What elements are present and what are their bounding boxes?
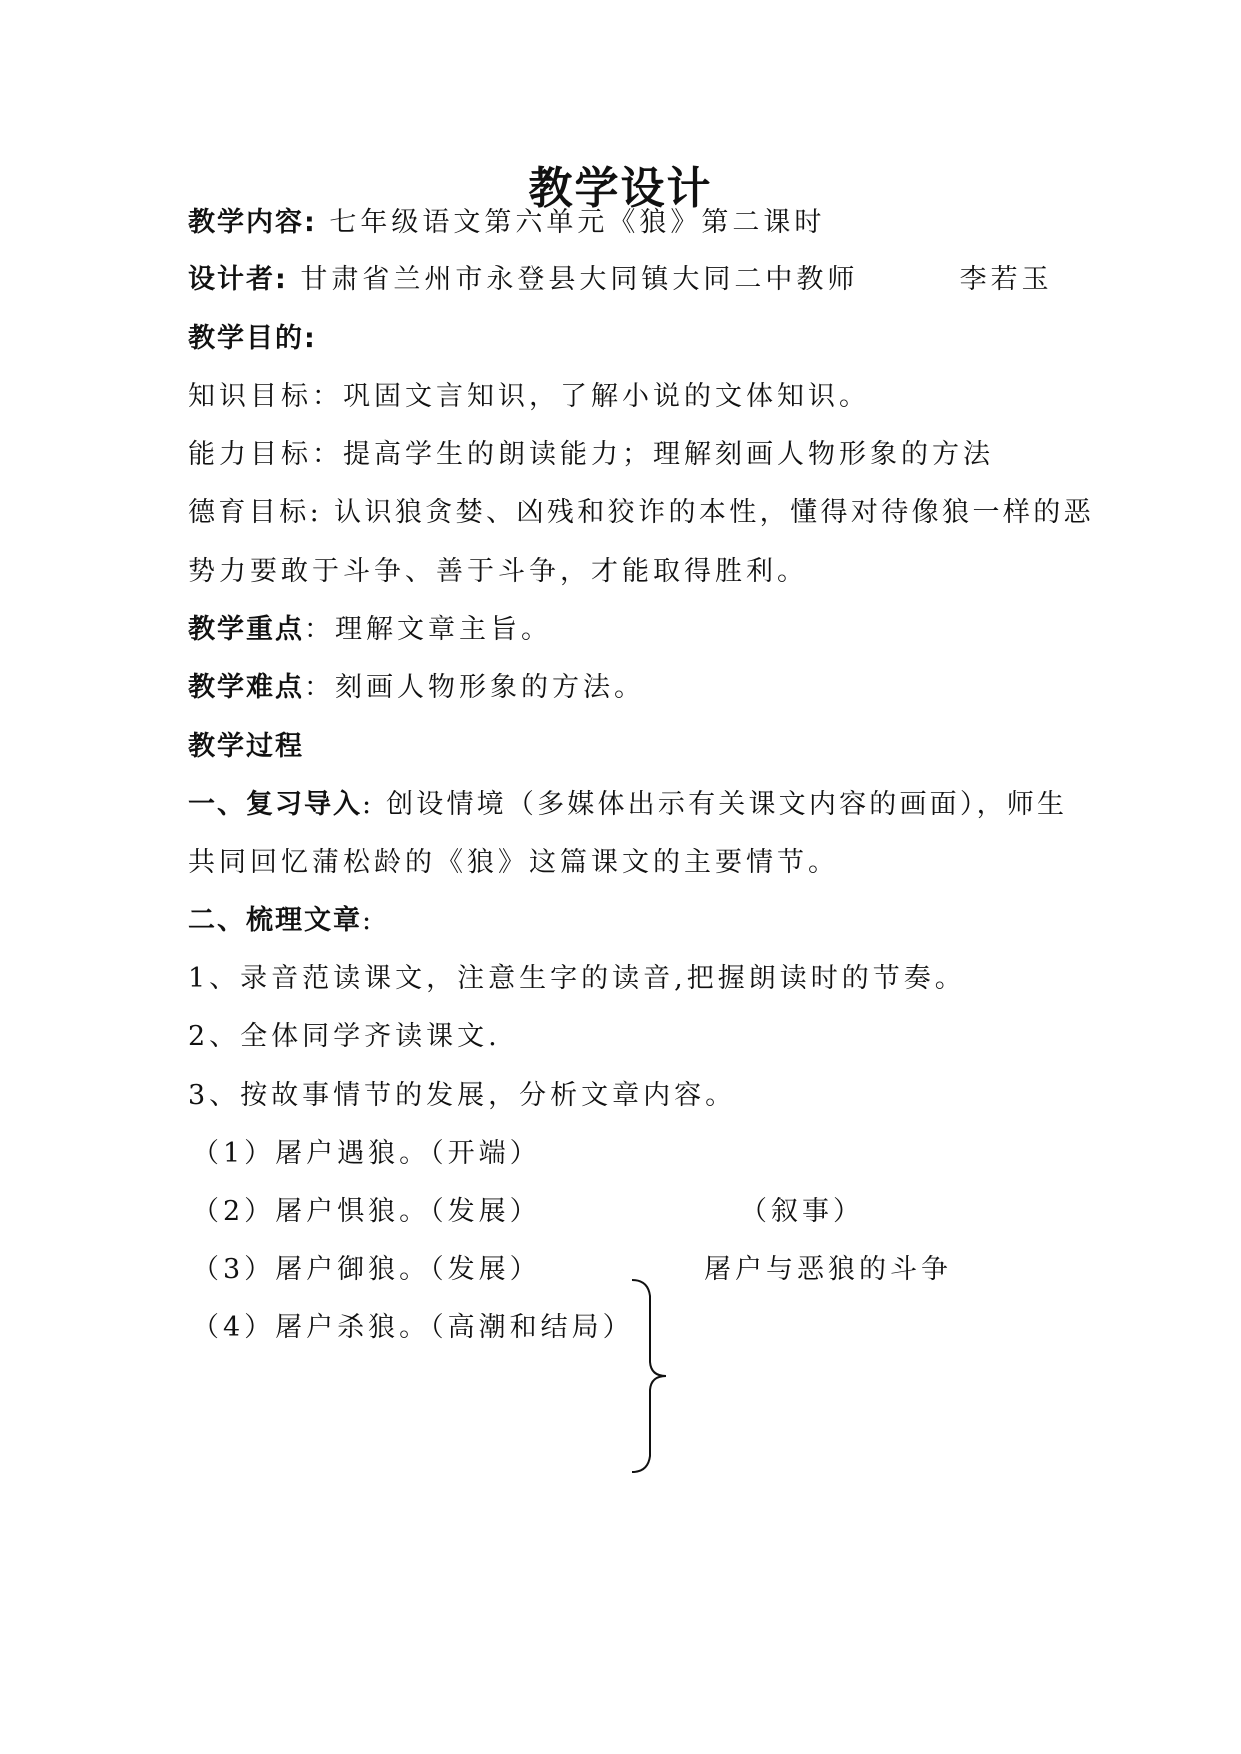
page-title: 教学设计 xyxy=(528,163,713,214)
goal-knowledge: 知识目标：巩固文言知识，了解小说的文体知识。 xyxy=(188,381,870,412)
plot-item-2: （2）屠户惧狼。（发展） xyxy=(192,1196,541,1227)
teaching-content-value: 七年级语文第六单元《狼》第二课时 xyxy=(329,207,826,238)
step-item-3: 3、按故事情节的发展，分析文章内容。 xyxy=(188,1080,737,1111)
goal-moral-line1: 德育目标: 认识狼贪婪、凶残和狡诈的本性，懂得对待像狼一样的恶 xyxy=(188,497,1095,528)
step1-line1 xyxy=(188,788,1067,822)
key-point-label: 教学重点 xyxy=(188,614,304,645)
step-item-1: 1、录音范读课文，注意生字的读音,把握朗读时的节奏。 xyxy=(188,963,966,994)
goal-ability: 能力目标：提高学生的朗读能力；理解刻画人物形象的方法 xyxy=(188,439,994,470)
step2-line xyxy=(188,904,375,938)
step1-text: : 创设情境（多媒体出示有关课文内容的画面），师生 xyxy=(362,789,1068,820)
teaching-content-label: 教学内容: xyxy=(188,207,317,238)
designer-label: 设计者: xyxy=(188,264,288,295)
designer-name: 李若玉 xyxy=(959,264,1053,295)
right-brace-icon xyxy=(630,1276,678,1476)
plot-summary: 屠户与恶狼的斗争 xyxy=(704,1254,952,1285)
step1-label: 一、复习导入 xyxy=(188,789,362,820)
step1-line2: 共同回忆蒲松龄的《狼》这篇课文的主要情节。 xyxy=(188,847,839,878)
difficulty-value: ：刻画人物形象的方法。 xyxy=(304,672,645,703)
step2-label: 二、梳理文章 xyxy=(188,905,362,936)
plot-item-4: （4）屠户杀狼。（高潮和结局） xyxy=(192,1312,634,1343)
plot-item-3: （3）屠户御狼。（发展） xyxy=(192,1254,541,1285)
teaching-content-line xyxy=(188,206,825,240)
goal-moral-line2: 势力要敢于斗争、善于斗争，才能取得胜利。 xyxy=(188,556,808,587)
difficulty-label: 教学难点 xyxy=(188,672,304,703)
goals-heading: 教学目的: xyxy=(188,323,317,354)
process-heading: 教学过程 xyxy=(188,731,304,762)
key-point-line xyxy=(188,613,552,647)
step-item-2: 2、全体同学齐读课文. xyxy=(188,1021,501,1052)
step2-colon: : xyxy=(362,905,376,936)
difficulty-line xyxy=(188,671,645,705)
plot-item-1: （1）屠户遇狼。（开端） xyxy=(192,1138,541,1169)
key-point-value: ：理解文章主旨。 xyxy=(304,614,552,645)
designer-line xyxy=(188,263,1053,297)
designer-org: 甘肃省兰州市永登县大同镇大同二中教师 xyxy=(300,264,859,295)
plot-tag: （叙事） xyxy=(740,1196,864,1227)
